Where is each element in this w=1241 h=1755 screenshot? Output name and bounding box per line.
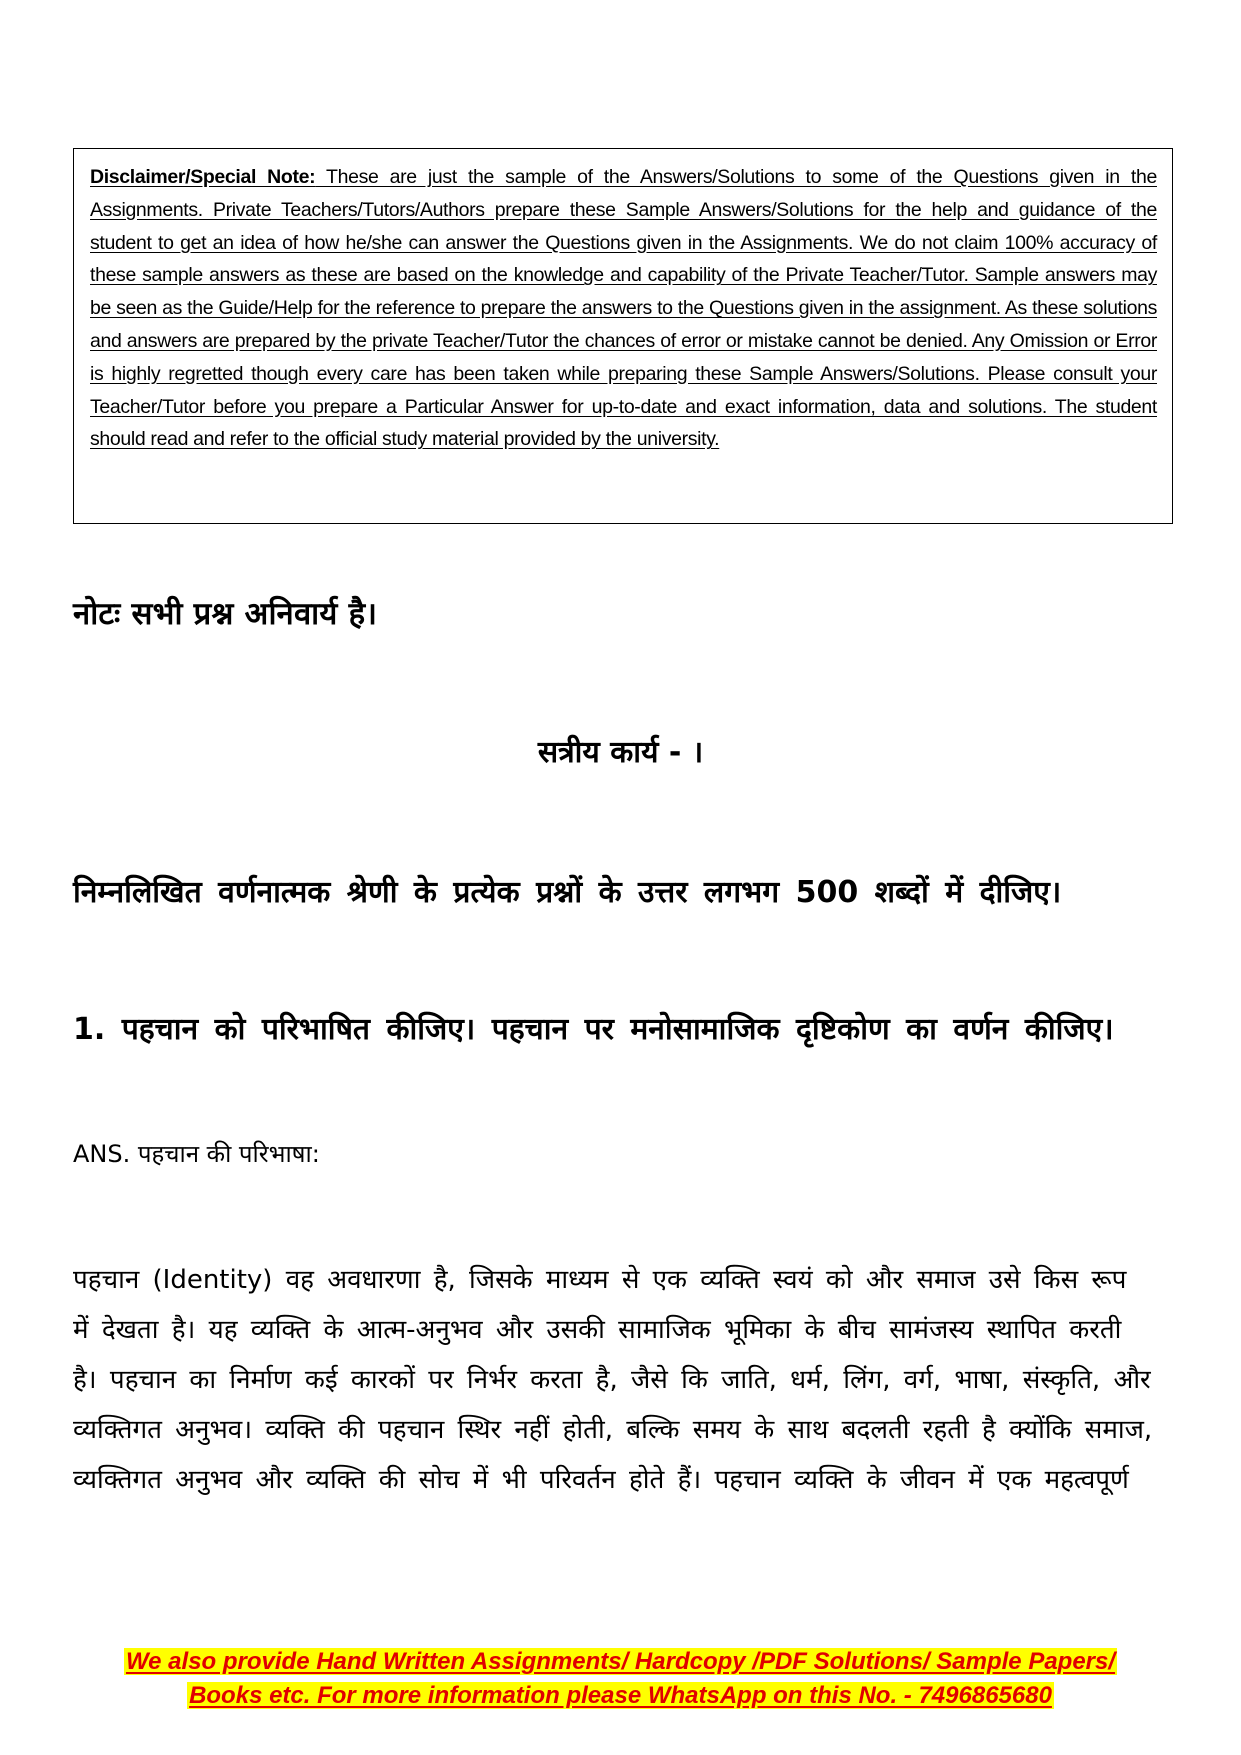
promo-line-2: Books etc. For more information please WhatsApp on this No. - 7496865680 (189, 1682, 1052, 1709)
disclaimer-text: These are just the sample of the Answers/Solutions to some of the Questions given in the Assignments. Private Teachers/Tutors/Authors prepare these Sample Answers/Solutions for the help and guidance of the student to get an idea of how he/she can answer the Questions given in the Assignments. We do not claim 100% accuracy of these sample answers as these are based on the knowledge and capability of the Private Teacher/Tutor. Sample answers may be seen as the Guide/Help for the reference to prepare the answers to the Questions given in the assignment. As these solutions and answers are prepared by the private Teacher/Tutor the chances of error or mistake cannot be denied. Any Omission or Error is highly regretted though every care has been taken while preparing these Sample Answers/Solutions. Please consult your Teacher/Tutor before you prepare a Particular Answer for up-to-date and exact information, data and solutions. The student should read and refer to the official study material provided by the university. (90, 166, 1157, 451)
disclaimer-box (73, 148, 1173, 524)
note-heading: नोटः सभी प्रश्न अनिवार्य है। (73, 596, 378, 632)
promo-line-1: We also provide Hand Written Assignments/ Hardcopy /PDF Solutions/ Sample Papers/ (125, 1648, 1116, 1675)
assignment-title: सत्रीय कार्य - । (537, 735, 704, 770)
promo-banner (0, 1645, 1241, 1713)
answer-label: ANS. पहचान की परिभाषा: (73, 1140, 320, 1168)
disclaimer-paragraph (90, 161, 1157, 456)
answer-body: पहचान (Identity) वह अवधारणा है, जिसके माध्यम से एक व्यक्ति स्वयं को और समाज उसे किस रूप में देखता है। यह व्यक्ति के आत्म-अनुभव और उसकी सामाजिक भूमिका के बीच सामंजस्य स्थापित करती है। पहचान का निर्माण कई कारकों पर निर्भर करता है, जैसे कि जाति, धर्म, लिंग, वर्ग, भाषा, संस्कृति, और व्यक्तिगत अनुभव। व्यक्ति की पहचान स्थिर नहीं होती, बल्कि समय के साथ बदलती रहती है क्योंकि समाज, व्यक्तिगत अनुभव और व्यक्ति की सोच में भी परिवर्तन होते हैं। पहचान व्यक्ति के जीवन में एक महत्वपूर्ण (73, 1265, 1153, 1495)
instruction-text: निम्नलिखित वर्णनात्मक श्रेणी के प्रत्येक प्रश्नों के उत्तर लगभग 500 शब्दों में दीजिए। (73, 875, 1062, 910)
question-1: 1. पहचान को परिभाषित कीजिए। पहचान पर मनोसामाजिक दृष्टिकोण का वर्णन कीजिए। (73, 1012, 1114, 1047)
disclaimer-heading: Disclaimer/Special Note: (90, 166, 316, 188)
